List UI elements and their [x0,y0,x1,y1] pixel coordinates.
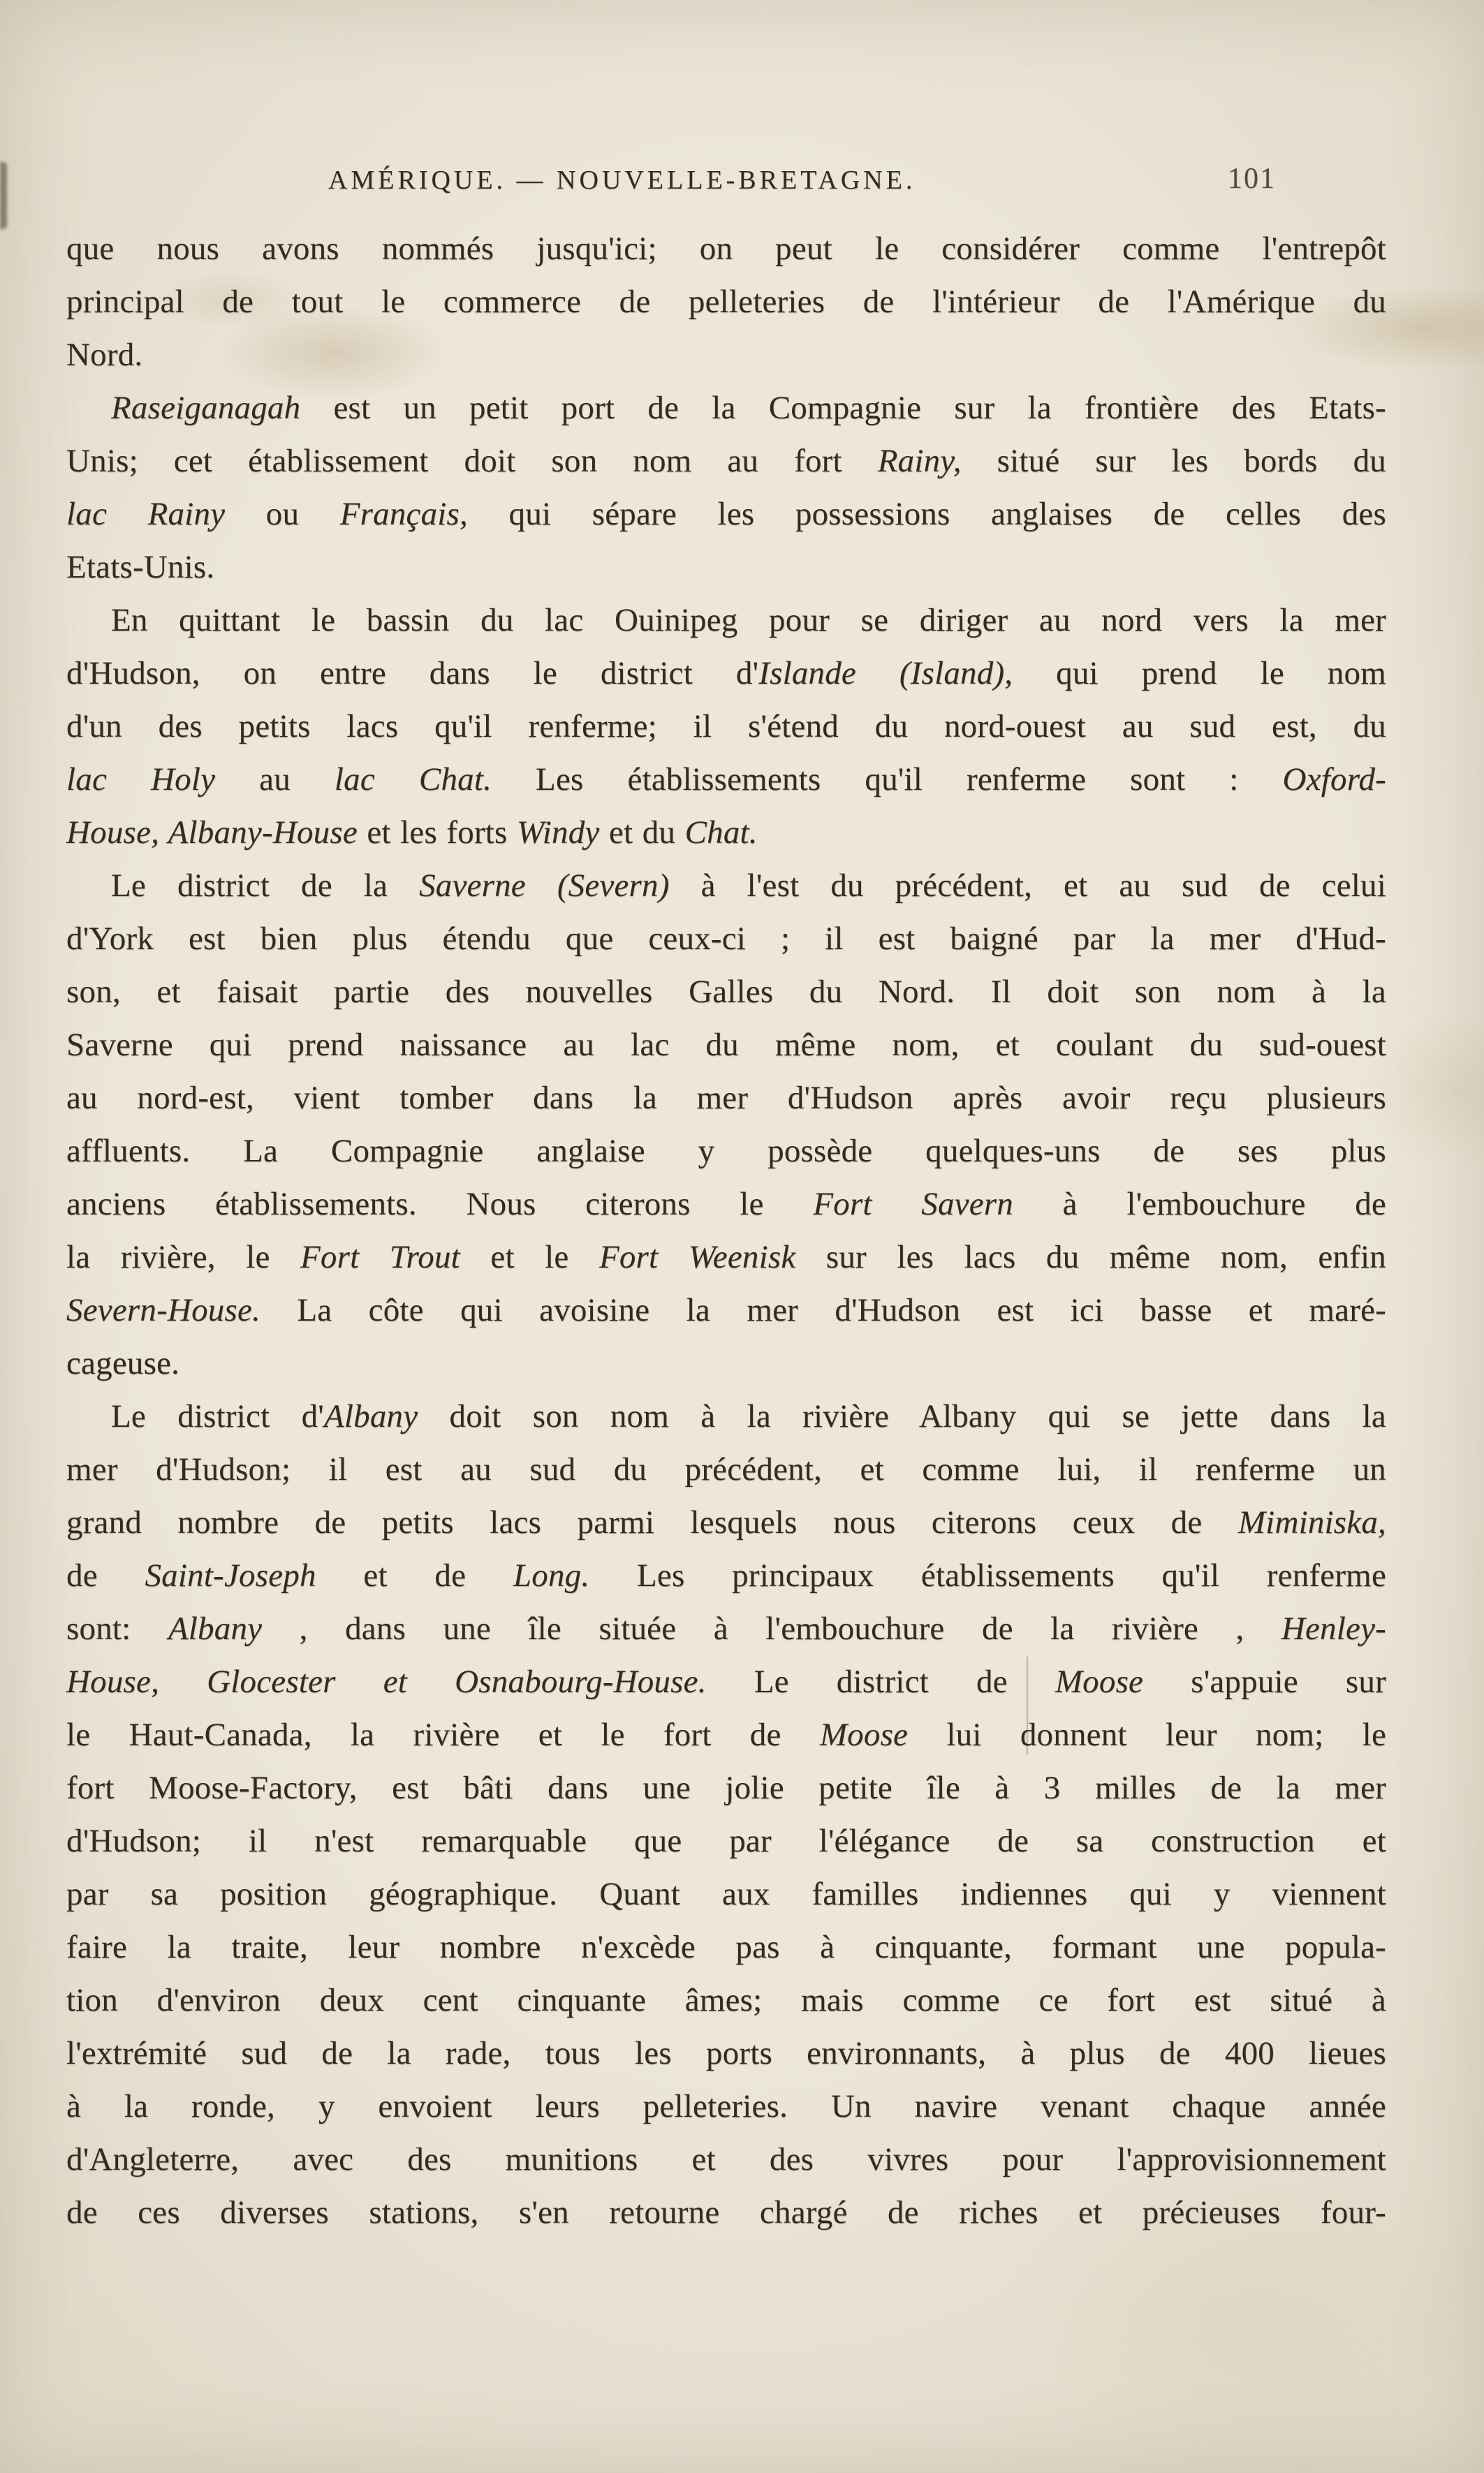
text-run: et du [599,814,685,851]
text-run: cageuse. [66,1345,180,1381]
text-run: d'York est bien plus étendu que ceux-ci ; il est baigné par la mer d'Hud- [66,920,1386,957]
text-line [66,1390,1386,1443]
text-run: Le district d' [111,1398,324,1434]
italic-text-run: Severn-House. [66,1292,260,1328]
text-run: faire la traite, leur nombre n'excède pas à cinquante, formant une popula- [66,1929,1386,1965]
text-run: d'Angleterre, avec des munitions et des vivres pour l'approvisionnement [66,2141,1386,2178]
text-run: qui sépare les possessions anglaises de celles des [467,496,1386,532]
text-line [66,434,1386,487]
text-run: Etats-Unis. [66,549,215,585]
text-line [66,1496,1386,1549]
italic-text-run: Rainy, [877,443,962,479]
italic-text-run: Islande (Island), [758,655,1013,691]
text-line [66,328,1386,381]
text-run: au nord-est, vient tomber dans la mer d'Hudson après avoir reçu plusieurs [66,1080,1386,1116]
text-run: grand nombre de petits lacs parmi lesquels nous citerons ceux de [66,1504,1238,1541]
text-run: tion d'environ deux cent cinquante âmes; mais comme ce fort est situé à [66,1982,1386,2018]
text-run: anciens établissements. Nous citerons le [66,1186,814,1222]
text-line [66,1284,1386,1337]
text-run: que nous avons nommés jusqu'ici; on peut le considérer comme l'entrepôt [66,230,1386,267]
text-run: , dans une île située à l'embouchure de la rivière , [262,1610,1281,1647]
text-line [66,1708,1386,1761]
text-run: la rivière, le [66,1239,300,1275]
italic-text-run: House, Glocester et Osnabourg-House. [66,1664,707,1700]
text-line [66,859,1386,912]
text-line [66,2133,1386,2186]
text-run: à la ronde, y envoient leurs pelleteries. Un navire venant chaque année [66,2088,1386,2125]
text-line [66,381,1386,434]
text-run: et de [316,1557,513,1594]
italic-text-run: Raseiganagah [111,390,301,426]
text-line [66,1337,1386,1390]
page-number: 101 [1228,163,1276,195]
italic-text-run: Albany [168,1610,263,1647]
italic-text-run: House, Albany-House [66,814,358,851]
text-line [66,487,1386,541]
italic-text-run: Henley- [1281,1610,1386,1647]
text-run: Le district de [706,1664,1055,1700]
text-run: sont: [66,1610,168,1647]
text-line [66,1867,1386,1921]
text-run: est un petit port de la Compagnie sur la frontière des Etats- [300,390,1386,426]
italic-text-run: Long. [513,1557,590,1594]
text-line [66,1655,1386,1708]
text-run: par sa position géographique. Quant aux familles indiennes qui y viennent [66,1876,1386,1912]
text-run: Saverne qui prend naissance au lac du même nom, et coulant du sud-ouest [66,1027,1386,1063]
text-line [66,1018,1386,1071]
text-run: à l'embouchure de [1013,1186,1386,1222]
text-run: mer d'Hudson; il est au sud du précédent, et comme lui, il renferme un [66,1451,1386,1488]
italic-text-run: Fort Trout [300,1239,460,1275]
italic-text-run: lac Chat. [334,761,492,798]
text-line [66,1814,1386,1867]
text-run: La côte qui avoisine la mer d'Hudson est ici basse et maré- [260,1292,1386,1328]
text-line [66,2080,1386,2133]
italic-text-run: Fort Weenisk [598,1239,796,1275]
text-block [66,222,1386,2239]
text-run: Les établissements qu'il renferme sont : [492,761,1283,798]
text-line [66,541,1386,594]
text-run: fort Moose-Factory, est bâti dans une jolie petite île à 3 milles de la mer [66,1770,1386,1806]
text-run: d'un des petits lacs qu'il renferme; il s'étend du nord-ouest au sud est, du [66,708,1386,744]
text-run: au [215,761,335,798]
italic-text-run: Miminiska, [1237,1504,1386,1541]
text-run: lui donnent leur nom; le [908,1717,1386,1753]
text-run: le Haut-Canada, la rivière et le fort de [66,1717,820,1753]
text-run: et le [460,1239,599,1275]
text-run: l'extrémité sud de la rade, tous les ports environnants, à plus de 400 lieues [66,2035,1386,2071]
text-line [66,965,1386,1018]
text-line [66,2186,1386,2239]
text-line [66,594,1386,647]
text-run: qui prend le nom [1013,655,1386,691]
italic-text-run: Moose [1055,1664,1144,1700]
text-line [66,647,1386,700]
text-run: de ces diverses stations, s'en retourne chargé de riches et précieuses four- [66,2194,1386,2231]
text-line [66,1231,1386,1284]
text-run: ou [225,496,340,532]
italic-text-run: Saverne (Severn) [419,867,670,904]
text-run: Les principaux établissements qu'il renferme [589,1557,1387,1594]
italic-text-run: Albany [323,1398,418,1434]
italic-text-run: Français, [339,496,468,532]
text-run: son, et faisait partie des nouvelles Galles du Nord. Il doit son nom à la [66,974,1386,1010]
text-run: principal de tout le commerce de pelleteries de l'intérieur de l'Amérique du [66,284,1386,320]
text-run: d'Hudson; il n'est remarquable que par l'élégance de sa construction et [66,1823,1386,1859]
text-line [66,222,1386,275]
italic-text-run: Oxford- [1282,761,1386,798]
text-line [66,275,1386,328]
text-run: de [66,1557,145,1594]
text-line [66,1443,1386,1496]
text-run: En quittant le bassin du lac Ouinipeg pour se diriger au nord vers la mer [111,602,1386,638]
italic-text-run: Moose [819,1717,909,1753]
text-line [66,700,1386,753]
text-run: Unis; cet établissement doit son nom au fort [66,443,878,479]
text-run: situé sur les bords du [961,443,1386,479]
text-line [66,2027,1386,2080]
text-run: et les forts [357,814,517,851]
text-run: affluents. La Compagnie anglaise y possède quelques-uns de ses plus [66,1133,1386,1169]
text-line [66,1761,1386,1814]
text-line [66,912,1386,965]
text-run: doit son nom à la rivière Albany qui se jette dans la [418,1398,1386,1434]
text-line [66,1974,1386,2027]
running-title: AMÉRIQUE. — NOUVELLE-BRETAGNE. [328,166,916,195]
text-run: Le district de la [111,867,420,904]
text-line [66,1549,1386,1602]
text-run: à l'est du précédent, et au sud de celui [669,867,1387,904]
italic-text-run: Saint-Joseph [145,1557,316,1594]
text-line [66,1602,1386,1655]
text-line [66,1921,1386,1974]
italic-text-run: lac Rainy [66,496,226,532]
italic-text-run: lac Holy [66,761,216,798]
text-run: Nord. [66,337,143,373]
text-run: s'appuie sur [1143,1664,1386,1700]
italic-text-run: Chat. [684,814,758,851]
italic-text-run: Fort Savern [813,1186,1013,1222]
text-line [66,806,1386,859]
running-head [0,165,1484,207]
text-line [66,753,1386,806]
text-run: d'Hudson, on entre dans le district d' [66,655,759,691]
text-line [66,1071,1386,1124]
italic-text-run: Windy [517,814,600,851]
text-line [66,1124,1386,1177]
text-run: sur les lacs du même nom, enfin [795,1239,1386,1275]
text-line [66,1177,1386,1231]
